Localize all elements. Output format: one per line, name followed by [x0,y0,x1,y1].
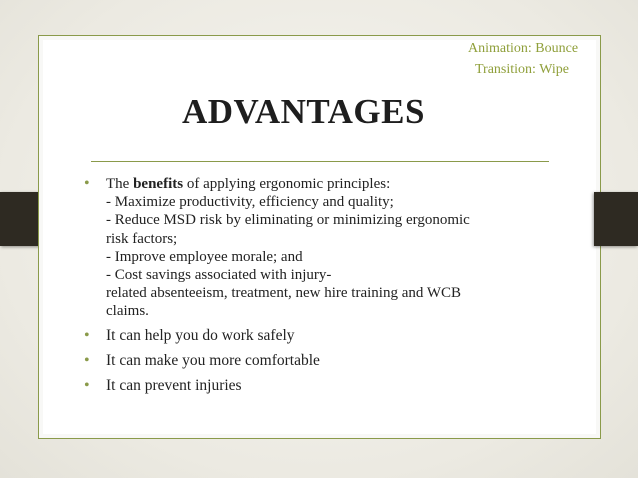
benefit-line: - Reduce MSD risk by eliminating or minimizing ergonomic [106,212,470,229]
benefit-line: - Maximize productivity, efficiency and quality; [106,194,394,211]
benefit-line: related absenteeism, treatment, new hire training and WCB [106,285,462,302]
benefits-bullet [84,175,584,321]
bullet-item [84,375,584,396]
benefit-line: claims. [106,303,149,320]
bullet-icon: • [84,175,90,192]
title-divider [91,161,549,162]
bullet-icon: • [84,326,90,344]
bullet-text: It can prevent injuries [106,376,242,394]
slide-title: ADVANTAGES [182,92,425,131]
benefit-line: - Cost savings associated with injury- [106,267,332,284]
bullet-item [84,350,584,371]
bullet-icon: • [84,376,90,394]
animation-note: Animation: Bounce [468,41,579,56]
lead-after: of applying ergonomic principles: [183,176,391,192]
bullet-icon: • [84,351,90,369]
bullet-list [84,175,584,396]
bullet-item [84,325,584,346]
right-tab-decoration [594,192,638,246]
benefit-line: risk factors; [106,230,178,247]
benefit-line: - Improve employee morale; and [106,248,303,265]
benefits-lead [106,175,584,193]
lead-bold: benefits [133,176,184,192]
transition-note: Transition: Wipe [475,62,569,77]
bullet-text: It can help you do work safely [106,326,295,344]
bullet-text: It can make you more comfortable [106,351,320,369]
lead-before: The [106,176,134,192]
